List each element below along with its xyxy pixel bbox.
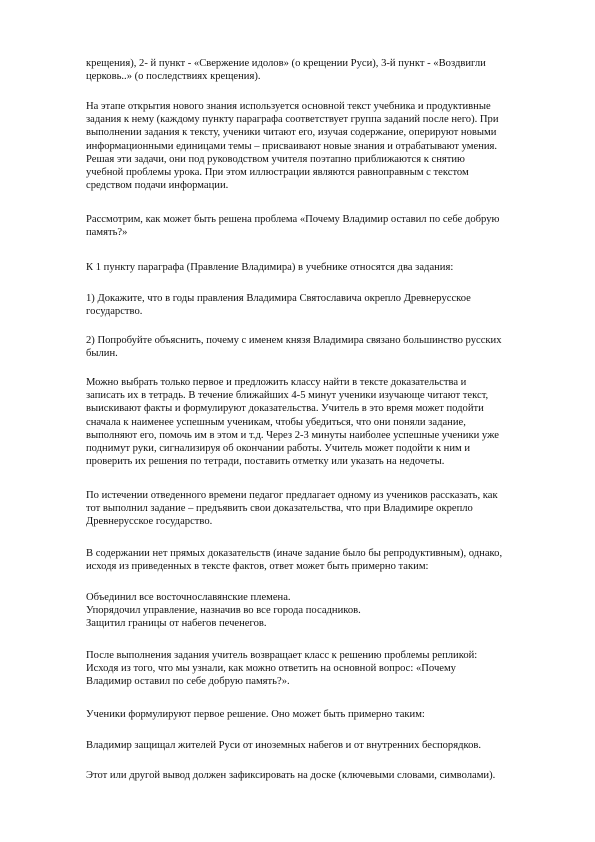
text-line: В содержании нет прямых доказательств (иначе задание было бы репродуктивным), однако, bbox=[86, 548, 503, 559]
text-line: 1) Докажите, что в годы правления Владимира Святославича окрепло Древнерусское bbox=[86, 293, 471, 304]
paragraph-first-solution bbox=[86, 708, 536, 721]
text-line: Объединил все восточнославянские племена. bbox=[86, 592, 291, 603]
paragraph-answer-list bbox=[86, 591, 536, 631]
text-line: выискивают факты и формулируют доказательства. Учитель в это время может подойти bbox=[86, 403, 484, 415]
paragraph-baptism-points bbox=[86, 57, 536, 83]
text-line: Упорядочил управление, назначив во все города посадников. bbox=[86, 605, 361, 617]
text-line: церковь..» (о последствиях крещения). bbox=[86, 71, 261, 83]
paragraph-task-one bbox=[86, 292, 536, 318]
text-line: выполнении задания к тексту, ученики читают его, изучая содержание, оперируют новыми bbox=[86, 127, 497, 139]
text-line: задания к нему (каждому пункту параграфа соответствует группа заданий после него). При bbox=[86, 114, 499, 126]
text-line: По истечении отведенного времени педагог предлагает одному из учеников рассказать, как bbox=[86, 490, 498, 501]
paragraph-new-knowledge bbox=[86, 100, 536, 192]
text-line: государство. bbox=[86, 306, 143, 318]
text-line: На этапе открытия нового знания используется основной текст учебника и продуктивные bbox=[86, 101, 491, 112]
text-line: Решая эти задачи, они под руководством учителя поэтапно приближаются к снятию bbox=[86, 153, 465, 165]
text-line: Защитил границы от набегов печенегов. bbox=[86, 618, 267, 630]
text-line: Этот или другой вывод должен зафиксировать на доске (ключевыми словами, символами). bbox=[86, 770, 496, 781]
text-line: крещения), 2- й пункт - «Свержение идолов» (о крещении Руси), 3-й пункт - «Воздвигли bbox=[86, 58, 486, 69]
text-line: память?» bbox=[86, 227, 128, 239]
text-line: К 1 пункту параграфа (Правление Владимира) в учебнике относятся два задания: bbox=[86, 262, 454, 273]
text-line: 2) Попробуйте объяснить, почему с именем князя Владимира связано большинство русских bbox=[86, 335, 502, 346]
text-line: Владимир оставил по себе добрую память?». bbox=[86, 676, 290, 688]
text-line: выполняют его, помочь им в этом и т.д. Через 2-3 минуты наиболее успешные ученики уже bbox=[86, 429, 499, 441]
text-line: записать их в тетрадь. В течение ближайших 4-5 минут ученики изучающе читают текст, bbox=[86, 390, 489, 402]
paragraph-problem-statement bbox=[86, 213, 536, 239]
text-line: Древнерусское государство. bbox=[86, 516, 213, 528]
text-line: Владимир защищал жителей Руси от иноземных набегов и от внутренних беспорядков. bbox=[86, 740, 482, 751]
text-line: Исходя из того, что мы узнали, как можно ответить на основной вопрос: «Почему bbox=[86, 663, 456, 675]
text-line: После выполнения задания учитель возвращает класс к решению проблемы репликой: bbox=[86, 650, 478, 661]
text-line: тот выполнил задание – предъявить свои доказательства, что при Владимире окрепло bbox=[86, 503, 473, 515]
text-line: проверить их решения по тетради, поставить отметку или указать на недочеты. bbox=[86, 456, 445, 468]
text-line: Можно выбрать только первое и предложить классу найти в тексте доказательства и bbox=[86, 377, 467, 388]
text-line: сначала к наименее успешным ученикам, чтобы убедиться, что они поняли задание, bbox=[86, 416, 466, 428]
text-line: Рассмотрим, как может быть решена проблема «Почему Владимир оставил по себе добрую bbox=[86, 214, 500, 225]
paragraph-solution-text bbox=[86, 739, 536, 752]
paragraph-time-expired bbox=[86, 489, 536, 529]
text-line: Ученики формулируют первое решение. Оно может быть примерно таким: bbox=[86, 709, 425, 720]
text-line: учебной проблемы урока. При этом иллюстрации являются равноправным с текстом bbox=[86, 167, 469, 179]
text-line: информационными единицами темы – присваивают новые знания и отрабатывают умения. bbox=[86, 140, 498, 152]
paragraph-conclusion bbox=[86, 769, 536, 782]
text-line: исходя из приведенных в тексте фактов, ответ может быть примерно таким: bbox=[86, 561, 429, 573]
paragraph-two-tasks bbox=[86, 261, 536, 274]
paragraph-teacher-return bbox=[86, 649, 536, 689]
paragraph-no-direct-evidence bbox=[86, 547, 536, 573]
text-line: поднимут руки, сигнализируя об окончании работы. Учитель может подойти к ним и bbox=[86, 443, 471, 455]
text-line: былин. bbox=[86, 348, 118, 360]
text-line: средством подачи информации. bbox=[86, 180, 229, 192]
paragraph-class-work bbox=[86, 376, 536, 468]
paragraph-task-two bbox=[86, 334, 536, 360]
